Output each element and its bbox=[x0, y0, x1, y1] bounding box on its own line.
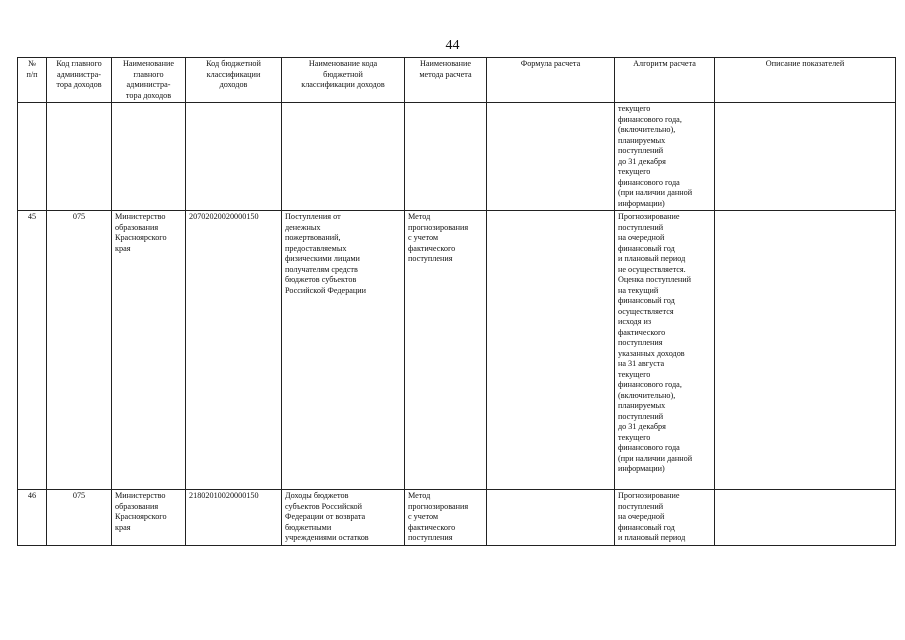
text-line: физическими лицами bbox=[285, 254, 360, 263]
text-line: Описание показателей bbox=[765, 59, 845, 68]
text-line: Красноярского bbox=[115, 233, 167, 242]
text-line: поступлений bbox=[618, 411, 664, 421]
text-line: указанных доходов bbox=[618, 348, 685, 358]
text-line: классификации доходов bbox=[301, 80, 385, 89]
text-line: планируемых bbox=[618, 135, 666, 145]
text-line: информации) bbox=[618, 198, 665, 208]
text-line: предоставляемых bbox=[285, 243, 347, 253]
text-line: Наименование bbox=[419, 59, 471, 68]
text-line: (при наличии данной bbox=[618, 453, 693, 463]
row-kbk: 20702020020000150 bbox=[186, 211, 282, 490]
row-admin-name bbox=[112, 490, 186, 546]
text-line: бюджетной bbox=[323, 69, 363, 79]
text-line: бюджетными bbox=[285, 522, 332, 532]
page-number: 44 bbox=[445, 38, 460, 53]
header-formula bbox=[487, 58, 615, 103]
revenue-forecast-table bbox=[17, 57, 896, 546]
text-line: пожертвований, bbox=[285, 233, 341, 242]
text-line: Наименование bbox=[122, 59, 174, 68]
text-line: Доходы бюджетов bbox=[285, 491, 349, 500]
text-line: до 31 декабря bbox=[618, 422, 666, 431]
table-header-row bbox=[18, 58, 896, 103]
text-line: финансового года, bbox=[618, 380, 682, 389]
text-line: Министерство bbox=[115, 212, 166, 221]
text-line: метода расчета bbox=[419, 69, 472, 79]
text-line: Код бюджетной bbox=[206, 59, 261, 68]
row-formula bbox=[487, 211, 615, 490]
text-line: Прогнозирование bbox=[618, 491, 680, 500]
text-line: текущего bbox=[618, 369, 651, 379]
header-admin-name bbox=[112, 58, 186, 103]
text-line: поступления bbox=[408, 533, 453, 542]
text-line: края bbox=[115, 243, 131, 253]
text-line: № bbox=[28, 59, 36, 68]
text-line: Федерации от возврата bbox=[285, 512, 366, 521]
header-kbk-name bbox=[282, 58, 405, 103]
text-line: образования bbox=[115, 222, 159, 232]
header-admin-code bbox=[47, 58, 112, 103]
text-line: прогнозирования bbox=[408, 222, 469, 232]
text-line: финансового года bbox=[618, 443, 680, 452]
row-algorithm bbox=[615, 490, 715, 546]
text-line: классификации bbox=[206, 69, 261, 79]
text-line: и плановый период bbox=[618, 533, 686, 542]
text-line: Метод bbox=[408, 491, 431, 500]
text-line: поступления bbox=[618, 338, 663, 347]
text-line: финансовый год bbox=[618, 522, 675, 532]
text-line: Код главного bbox=[56, 59, 102, 68]
text-line: финансовый год bbox=[618, 243, 675, 253]
text-line: (при наличии данной bbox=[618, 188, 693, 197]
text-line: Оценка поступлений bbox=[618, 275, 691, 284]
text-line: поступлений bbox=[618, 222, 664, 232]
header-num bbox=[18, 58, 47, 103]
text-line: (включительно), bbox=[618, 390, 676, 400]
text-line: с учетом bbox=[408, 512, 439, 521]
text-line: бюджетов субъектов bbox=[285, 275, 357, 284]
text-line: (включительно), bbox=[618, 125, 676, 134]
text-line: финансовый год bbox=[618, 296, 675, 305]
text-line: субъектов Российской bbox=[285, 501, 363, 511]
table-row bbox=[18, 490, 896, 546]
text-line: учреждениями остатков bbox=[285, 533, 369, 542]
text-line: Алгоритм расчета bbox=[633, 59, 696, 68]
text-line: фактического bbox=[618, 327, 666, 337]
text-line: осуществляется bbox=[618, 306, 674, 316]
row-num: 46 bbox=[18, 490, 47, 546]
text-line: администра- bbox=[126, 80, 171, 89]
text-line: поступлений bbox=[618, 501, 664, 511]
text-line: на очередной bbox=[618, 233, 665, 242]
text-line: с учетом bbox=[408, 233, 439, 242]
header-method bbox=[405, 58, 487, 103]
text-line: края bbox=[115, 522, 131, 532]
text-line: доходов bbox=[219, 80, 248, 89]
continuation-algorithm bbox=[615, 103, 715, 211]
text-line: текущего bbox=[618, 167, 651, 176]
text-line: поступления bbox=[408, 254, 453, 263]
text-line: главного bbox=[133, 69, 164, 79]
text-line: Поступления от bbox=[285, 212, 341, 221]
text-line: фактического bbox=[408, 243, 456, 253]
row-kbk: 21802010020000150 bbox=[186, 490, 282, 546]
text-line: Прогнозирование bbox=[618, 212, 680, 221]
row-formula bbox=[487, 490, 615, 546]
text-line: Метод bbox=[408, 212, 431, 221]
text-line: Министерство bbox=[115, 491, 166, 500]
text-line: на текущий bbox=[618, 285, 659, 295]
text-line: Формула расчета bbox=[520, 59, 581, 68]
header-description bbox=[715, 58, 896, 103]
text-line: тора доходов bbox=[56, 80, 102, 89]
text-line: получателям средств bbox=[285, 264, 358, 274]
row-admin-code: 075 bbox=[47, 490, 112, 546]
text-line: текущего bbox=[618, 104, 651, 113]
table-row bbox=[18, 211, 896, 490]
row-description bbox=[715, 211, 896, 490]
row-num: 45 bbox=[18, 211, 47, 490]
row-kbk-name bbox=[282, 490, 405, 546]
text-line: администра- bbox=[57, 69, 101, 79]
row-method bbox=[405, 211, 487, 490]
text-line: на очередной bbox=[618, 512, 665, 521]
header-kbk bbox=[186, 58, 282, 103]
text-line: исходя из bbox=[618, 317, 652, 326]
text-line: финансового года, bbox=[618, 114, 682, 124]
row-algorithm bbox=[615, 211, 715, 490]
row-admin-code: 075 bbox=[47, 211, 112, 490]
text-line: образования bbox=[115, 501, 159, 511]
text-line: финансового года bbox=[618, 177, 680, 187]
text-line: денежных bbox=[285, 222, 321, 232]
header-algorithm bbox=[615, 58, 715, 103]
text-line: планируемых bbox=[618, 401, 666, 410]
continuation-row bbox=[18, 103, 896, 211]
text-line: на 31 августа bbox=[618, 359, 665, 368]
text-line: Красноярского bbox=[115, 512, 167, 521]
text-line: информации) bbox=[618, 464, 665, 473]
text-line: поступлений bbox=[618, 146, 664, 155]
text-line: Наименование кода bbox=[308, 59, 378, 68]
text-line: текущего bbox=[618, 432, 651, 442]
text-line: не осуществляется. bbox=[618, 264, 686, 274]
text-line: прогнозирования bbox=[408, 501, 469, 511]
text-line: фактического bbox=[408, 522, 456, 532]
row-kbk-name bbox=[282, 211, 405, 490]
row-method bbox=[405, 490, 487, 546]
text-line: Российской Федерации bbox=[285, 285, 367, 295]
row-admin-name bbox=[112, 211, 186, 490]
text-line: тора доходов bbox=[125, 90, 172, 100]
row-description bbox=[715, 490, 896, 546]
text-line: до 31 декабря bbox=[618, 156, 666, 166]
text-line: и плановый период bbox=[618, 254, 686, 263]
text-line: п/п bbox=[26, 69, 38, 79]
